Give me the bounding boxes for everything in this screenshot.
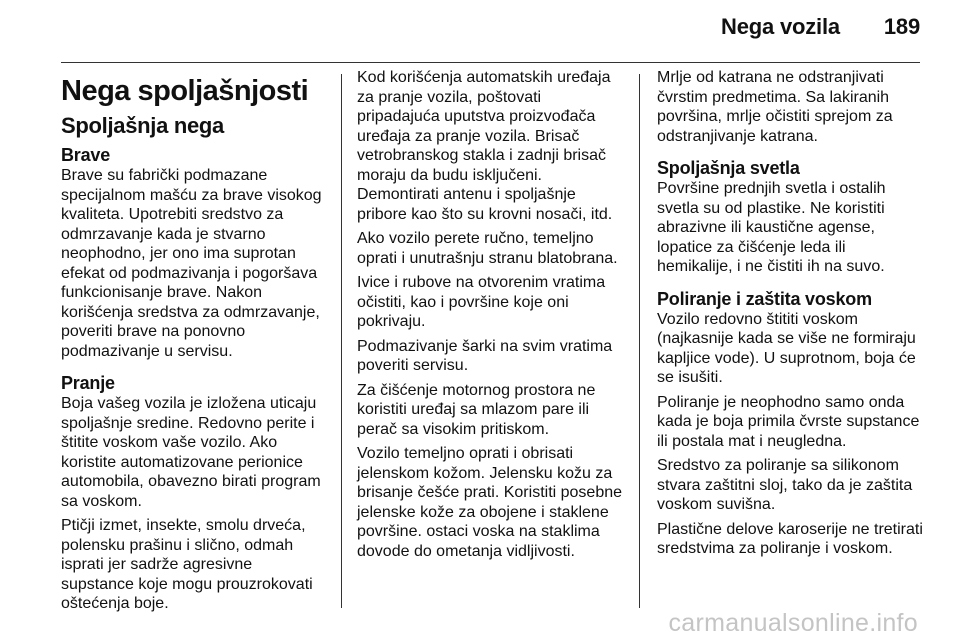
paragraph-col2-1: Kod korišćenja automatskih uređaja za pranje vozila, poštovati pripadajuća uputstva proizvođača uređaja za pranje vozila. Brisač vetrobranskog stakla i zadnji brisač moraju da budu isključeni. Demontirati antenu i spoljašnje pribore kao što su krovni nosači, itd. <box>357 69 613 223</box>
column-divider-1 <box>341 74 342 608</box>
column-divider-2 <box>639 74 640 608</box>
paragraph-col2-6: Vozilo temeljno oprati i obrisati jelenskom kožom. Jelensku kožu za brisanje češće prati. Koristiti posebne jelenske kože za obojene i staklene površine. ostaci voska na staklima dovode do ometanja vidljivosti. <box>357 445 623 560</box>
chapter-title: Nega spoljašnjosti <box>61 75 309 107</box>
page-number: 189 <box>883 14 920 39</box>
paragraph-pranje-1: Boja vašeg vozila je izložena uticaju spoljašnje sredine. Redovno perite i štitite voskom vaše vozilo. Ako koristite automatizovane perionice automobila, obavezno birati program sa voskom. <box>61 395 321 510</box>
paragraph-poliranje-1: Vozilo redovno štititi voskom (najkasnije kada se više ne formiraju kapljice vode). U suprotnom, boja će se isušiti. <box>657 310 916 386</box>
heading-poliranje: Poliranje i zaštita voskom <box>657 288 872 309</box>
paragraph-poliranje-4: Plastične delove karoserije ne tretirati sredstvima za poliranje i voskom. <box>657 520 923 557</box>
watermark: carmanualsonline.info <box>668 609 918 637</box>
heading-pranje: Pranje <box>61 373 115 393</box>
heading-spoljasnja-svetla: Spoljašnja svetla <box>657 158 800 178</box>
header-section-title: Nega vozila <box>721 14 840 39</box>
paragraph-poliranje-2: Poliranje je neophodno samo onda kada je boja primila čvrste supstance ili postala mat i neugledna. <box>657 393 920 450</box>
paragraph-pranje-2: Ptičji izmet, insekte, smolu drveća, polensku prašinu i slično, odmah isprati jer sadrže agresivne supstance koje mogu prouzrokovati oštećenja boje. <box>61 517 313 612</box>
header-rule <box>61 62 920 63</box>
column-3 <box>657 68 923 564</box>
paragraph-col2-3: Ivice i rubove na otvorenim vratima očistiti, kao i površine koje oni pokrivaju. <box>357 274 606 330</box>
paragraph-brave: Brave su fabrički podmazane specijalnom mašću za brave visokog kvaliteta. Upotrebiti sredstvo za odmrzavanje kada je stvarno neophodno, jer ono ima suprotan efekat od podmazivanja i pogoršava funkcionisanje brave. Nakon korišćenja sredstva za odmrzavanje, poveriti brave na ponovno podmazivanje u servisu. <box>61 167 322 360</box>
page-header <box>721 14 920 40</box>
paragraph-svetla: Površine prednjih svetla i ostalih svetla su od plastike. Ne koristiti abrazivne ili kaustične agense, lopatice za čišćenje leda ili hemikalije, i ne čistiti ih na suvo. <box>657 180 886 275</box>
paragraph-poliranje-3: Sredstvo za poliranje sa silikonom stvara zaštitni sloj, tako da je zaštita voskom suvišna. <box>657 457 913 513</box>
column-1 <box>61 68 325 619</box>
section-title: Spoljašnja nega <box>61 113 224 138</box>
column-2 <box>357 68 623 566</box>
heading-brave: Brave <box>61 145 111 165</box>
paragraph-col2-2: Ako vozilo perete ručno, temeljno oprati i unutrašnju stranu blatobrana. <box>357 230 618 267</box>
paragraph-col2-4: Podmazivanje šarki na svim vratima poveriti servisu. <box>357 337 613 374</box>
paragraph-col3-intro: Mrlje od katrana ne odstranjivati čvrstim predmetima. Sa lakiranih površina, mrlje očistiti sprejom za odstranjivanje katrana. <box>657 69 893 145</box>
paragraph-col2-5: Za čišćenje motornog prostora ne koristiti uređaj sa mlazom pare ili perač sa visokim pritiskom. <box>357 381 596 438</box>
